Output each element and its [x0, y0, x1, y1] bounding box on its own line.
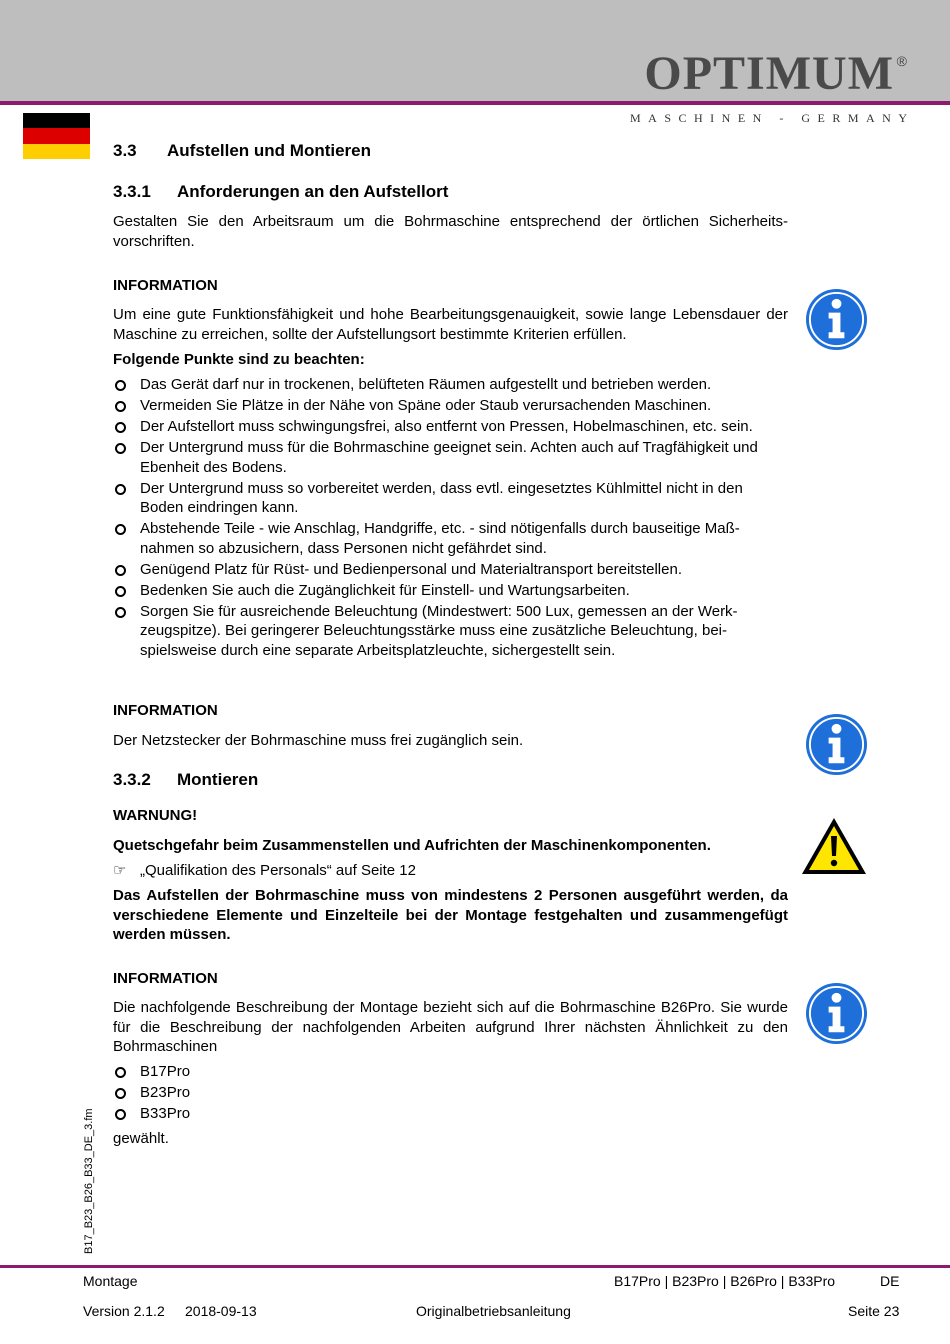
- info-text-3: Die nachfolgende Beschreibung der Montage bezieht sich auf die Bohrmaschine B26Pro. Sie wurde für die Beschreibung der nachfolgenden Arbeiten aufgrund Ihrer nächsten Ähnlichkeit zu den Bohrmaschinen: [113, 999, 788, 1055]
- footer-rule: [0, 1265, 950, 1268]
- subsection-number-1: 3.3.1: [113, 182, 151, 201]
- circle-bullet-icon: [115, 380, 126, 391]
- pointing-hand-icon: ☞: [113, 862, 127, 879]
- footer-page-number: Seite 23: [848, 1303, 900, 1319]
- section-title: Aufstellen und Montieren: [167, 141, 371, 160]
- list-item: Der Untergrund muss so vorbereitet werden, dass evtl. eingesetztes Kühlmittel nicht in den Boden eindringen kann.: [113, 479, 788, 518]
- circle-bullet-icon: [115, 1067, 126, 1078]
- list-item: Vermeiden Sie Plätze in der Nähe von Späne oder Staub verursachenden Maschinen.: [113, 396, 788, 416]
- subsection-heading-2: [113, 770, 258, 790]
- info-icon: [805, 713, 868, 776]
- footer-chapter: Montage: [83, 1273, 138, 1289]
- circle-bullet-icon: [115, 401, 126, 412]
- footer-date: 2018-09-13: [185, 1303, 257, 1319]
- subsection-title-2: Montieren: [177, 770, 259, 789]
- list-item: Das Gerät darf nur in trockenen, belüfteten Räumen aufgestellt und betrieben werden.: [113, 375, 788, 395]
- list-item: B17Pro: [113, 1062, 788, 1082]
- circle-bullet-icon: [115, 1088, 126, 1099]
- section-heading: [113, 141, 371, 161]
- info-text-1: Um eine gute Funktionsfähigkeit und hohe Bearbeitungsgenauigkeit, sowie lange Lebensdauer der Maschine zu erreichen, sollte der Aufstellungsort bestimmte Kriterien erfüllen.: [113, 306, 788, 343]
- subsection-heading-1: [113, 182, 448, 202]
- subsection-number-2: 3.3.2: [113, 770, 151, 789]
- info-icon: [805, 982, 868, 1045]
- footer-version: Version 2.1.2: [83, 1303, 165, 1319]
- intro-paragraph: Gestalten Sie den Arbeitsraum um die Bohrmaschine entsprechend der örtlichen Sicherheits-vorschriften.: [113, 213, 788, 250]
- cross-reference-text: „Qualifikation des Personals“ auf Seite 12: [140, 862, 416, 879]
- list-item: Der Aufstellort muss schwingungsfrei, also entfernt von Pressen, Hobelmaschinen, etc. sein.: [113, 417, 788, 437]
- circle-bullet-icon: [115, 607, 126, 618]
- cross-reference-link[interactable]: [113, 861, 416, 879]
- logo-text: OPTIMUM: [644, 47, 894, 100]
- circle-bullet-icon: [115, 586, 126, 597]
- german-flag-icon: [23, 113, 90, 159]
- list-item: Bedenken Sie auch die Zugänglichkeit für Einstell- und Wartungsarbeiten.: [113, 581, 788, 601]
- list-item: B23Pro: [113, 1083, 788, 1103]
- models-list: [113, 1062, 788, 1125]
- footer-document-type: Originalbetriebsanleitung: [416, 1303, 571, 1319]
- warning-text: Quetschgefahr beim Zusammenstellen und Aufrichten der Maschinenkomponenten.: [113, 837, 711, 854]
- section-number: 3.3: [113, 141, 137, 160]
- points-label: Folgende Punkte sind zu beachten:: [113, 351, 365, 368]
- circle-bullet-icon: [115, 443, 126, 454]
- circle-bullet-icon: [115, 565, 126, 576]
- warning-text-2: Das Aufstellen der Bohrmaschine muss von mindestens 2 Personen ausgeführt werden, da verschiedene Elemente und Einzelteile bei der Montage festgehalten und zusammengefügt werden müssen.: [113, 887, 788, 943]
- logo-registered: ®: [896, 53, 908, 69]
- list-item: Abstehende Teile - wie Anschlag, Handgriffe, etc. - sind nötigenfalls durch bauseitige Maß-nahmen so abzusichern, dass Personen nicht gefährdet sind.: [113, 519, 788, 558]
- list-item: Genügend Platz für Rüst- und Bedienpersonal und Materialtransport bereitstellen.: [113, 560, 788, 580]
- warning-label: WARNUNG!: [113, 807, 198, 824]
- warning-icon: [800, 816, 868, 876]
- info-label-3: INFORMATION: [113, 970, 218, 987]
- subsection-title-1: Anforderungen an den Aufstellort: [177, 182, 449, 201]
- circle-bullet-icon: [115, 484, 126, 495]
- info-icon: [805, 288, 868, 351]
- info-text-2: Der Netzstecker der Bohrmaschine muss frei zugänglich sein.: [113, 732, 524, 749]
- footer-language: DE: [880, 1273, 900, 1289]
- footer-models: B17Pro | B23Pro | B26Pro | B33Pro: [614, 1273, 836, 1289]
- optimum-logo: [644, 47, 908, 100]
- requirements-list: [113, 375, 788, 662]
- circle-bullet-icon: [115, 524, 126, 535]
- list-item: Der Untergrund muss für die Bohrmaschine geeignet sein. Achten auch auf Tragfähigkeit und Ebenheit des Bodens.: [113, 438, 788, 477]
- header-rule: [0, 101, 950, 105]
- logo-subtitle: MASCHINEN - GERMANY: [630, 111, 915, 125]
- list-item: B33Pro: [113, 1104, 788, 1124]
- info-label-2: INFORMATION: [113, 702, 218, 719]
- closing-text: gewählt.: [113, 1130, 169, 1147]
- circle-bullet-icon: [115, 1109, 126, 1120]
- list-item: Sorgen Sie für ausreichende Beleuchtung (Mindestwert: 500 Lux, gemessen an der Werk-zeugspitze). Bei geringerer Beleuchtungsstärke muss eine zusätzliche Beleuchtung, bei-spielsweise durch eine separate Arbeitsplatzleuchte, sichergestellt sein.: [113, 602, 788, 661]
- info-label-1: INFORMATION: [113, 277, 218, 294]
- circle-bullet-icon: [115, 422, 126, 433]
- source-filename: B17_B23_B26_B33_DE_3.fm: [83, 1108, 95, 1254]
